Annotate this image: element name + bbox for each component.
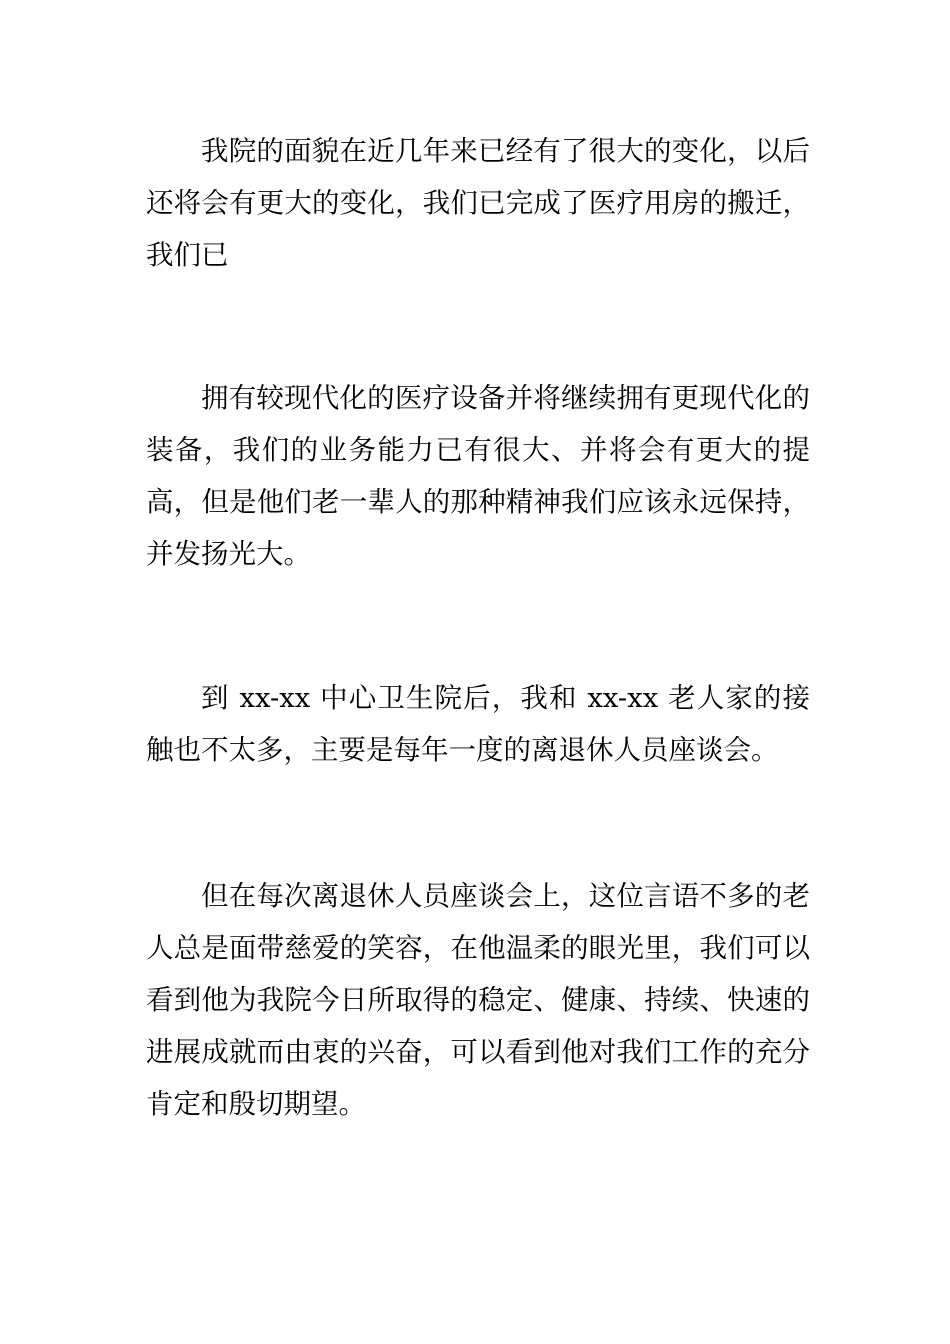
paragraph-1: 我院的面貌在近几年来已经有了很大的变化，以后还将会有更大的变化，我们已完成了医疗用房的搬迁，我们已 <box>146 135 810 271</box>
paragraph-2: 拥有较现代化的医疗设备并将继续拥有更现代化的装备，我们的业务能力已有很大、并将会有更大的提高，但是他们老一辈人的那种精神我们应该永远保持，并发扬光大。 <box>146 382 810 570</box>
paragraph-4: 但在每次离退休人员座谈会上，这位言语不多的老人总是面带慈爱的笑容，在他温柔的眼光里，我们可以看到他为我院今日所取得的稳定、健康、持续、快速的进展成就而由衷的兴奋，可以看到他对我们工作的充分肯定和殷切期望。 <box>146 880 810 1120</box>
paragraph-3: 到 xx-xx 中心卫生院后，我和 xx-xx 老人家的接触也不太多，主要是每年一度的离退休人员座谈会。 <box>146 682 810 766</box>
